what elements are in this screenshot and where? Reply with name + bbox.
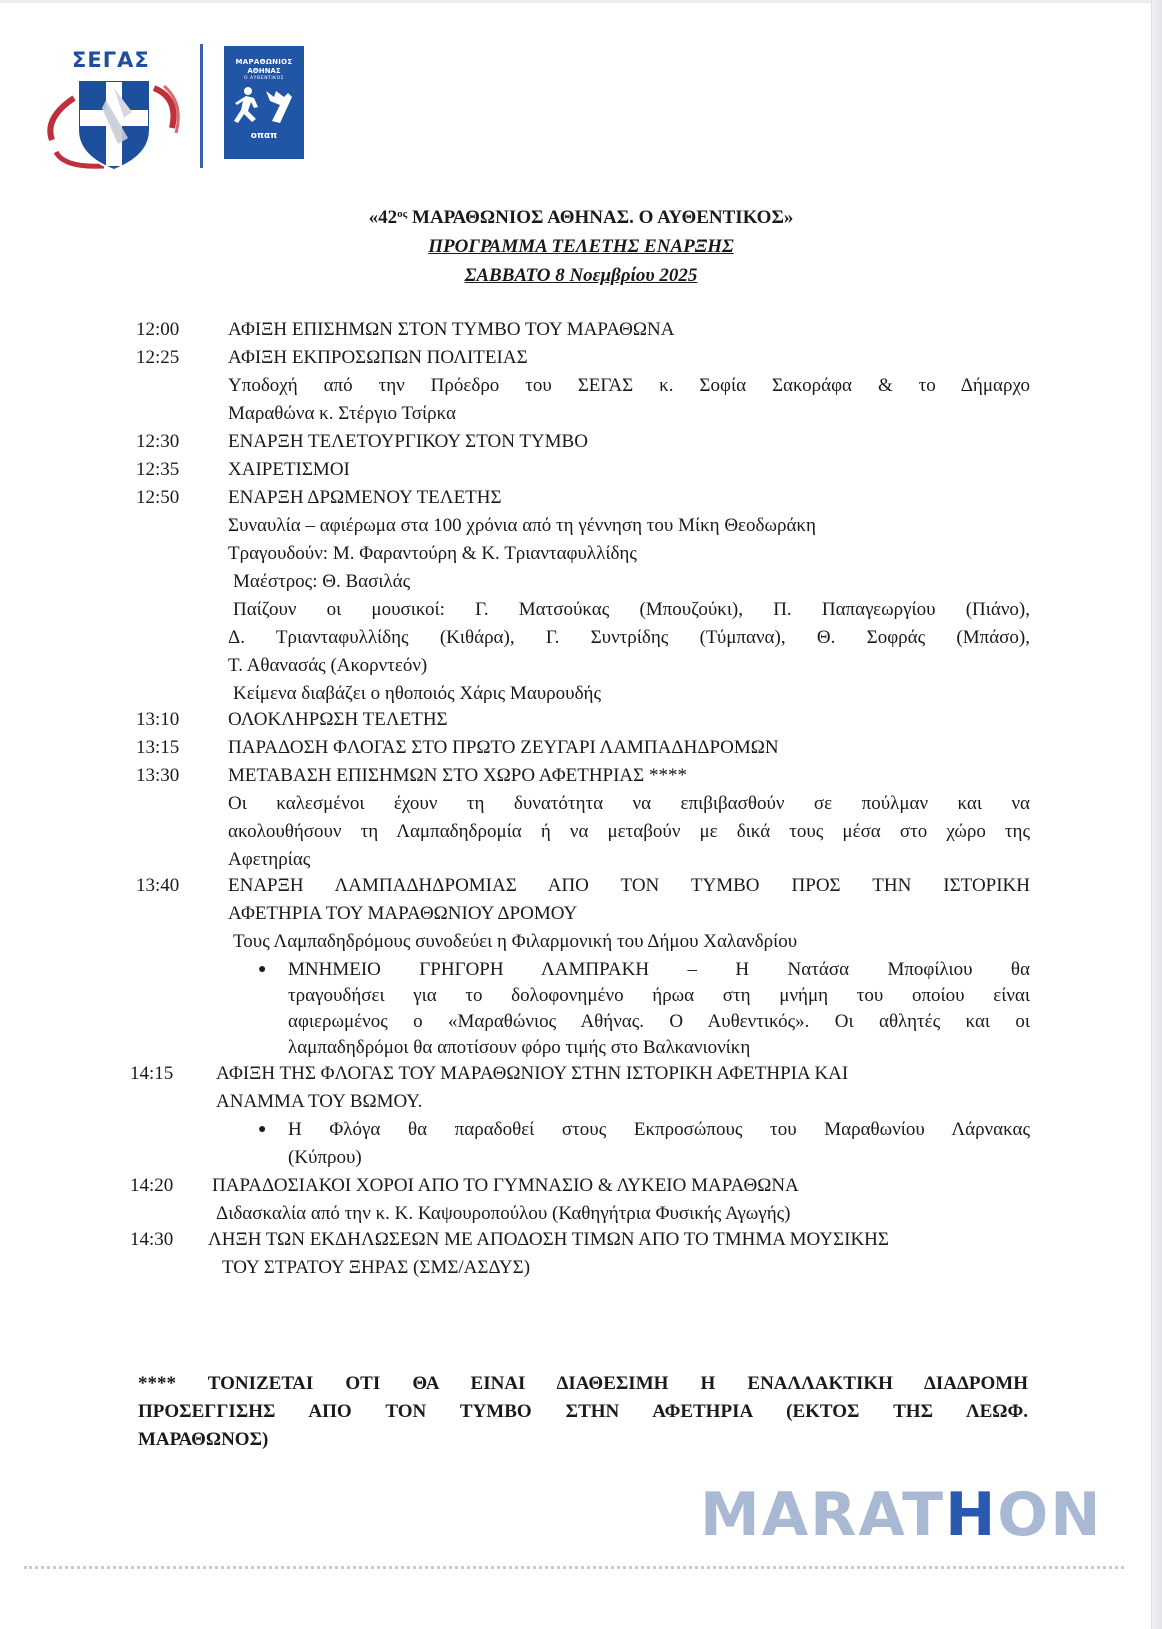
schedule-detail: ακολουθήσουν τη Λαμπαδηδρομία ή να μεταβούν με δικά τους μέσα στο χώρο της [228,821,1030,842]
header-logos [44,40,314,175]
title-prefix: «42 [368,207,398,228]
schedule-detail: Τραγουδούν: Μ. Φαραντούρη & Κ. Τριανταφυλλίδης [228,543,637,564]
schedule-title-cont: ΑΦΕΤΗΡΙΑ ΤΟΥ ΜΑΡΑΘΩΝΙΟΥ ΔΡΟΜΟΥ [228,903,578,924]
schedule-detail: Κείμενα διαβάζει ο ηθοποιός Χάρις Μαυρουδής [233,683,601,704]
schedule-detail: Μαραθώνα κ. Στέργιο Τσίρκα [228,403,456,424]
schedule-title: ΠΑΡΑΔΟΣΙΑΚΟΙ ΧΟΡΟΙ ΑΠΟ ΤΟ ΓΥΜΝΑΣΙΟ & ΛΥΚΕΙΟ ΜΑΡΑΘΩΝΑ [212,1175,799,1196]
badge-line-2: ΑΘΗΝΑΣ [247,67,281,75]
schedule-bullet-text: αφιερωμένος ο «Μαραθώνιος Αθήνας. Ο Αυθεντικός». Οι αθλητές και οι [288,1011,1030,1032]
schedule-bullet-text: λαμπαδηδρόμοι θα αποτίσουν φόρο τιμής στο Βαλκανιονίκη [288,1037,751,1058]
schedule-time: 12:50 [136,487,180,508]
schedule-bullet-text: (Κύπρου) [288,1147,362,1168]
note-line-2: ΠΡΟΣΕΓΓΙΣΗΣ ΑΠΟ ΤΟΝ ΤΥΜΒΟ ΣΤΗΝ ΑΦΕΤΗΡΙΑ (ΕΚΤΟΣ ΤΗΣ ΛΕΩΦ. [138,1401,1028,1422]
schedule-time: 12:00 [136,319,180,340]
schedule-detail: Υποδοχή από την Πρόεδρο του ΣΕΓΑΣ κ. Σοφία Σακοράφα & το Δήμαρχο [228,375,1030,396]
schedule-title: ΟΛΟΚΛΗΡΩΣΗ ΤΕΛΕΤΗΣ [228,709,448,730]
schedule-title: ΕΝΑΡΞΗ ΛΑΜΠΑΔΗΔΡΟΜΙΑΣ ΑΠΟ ΤΟΝ ΤΥΜΒΟ ΠΡΟΣ ΤΗΝ ΙΣΤΟΡΙΚΗ [228,875,1030,896]
schedule-time: 13:40 [136,875,180,896]
event-date: ΣΑΒΒΑΤΟ 8 Νοεμβρίου 2025 [464,265,698,286]
badge-line-3: Ο ΑΥΘΕΝΤΙΚΟΣ [244,76,284,81]
schedule-detail: Διδασκαλία από την κ. Κ. Καψουροπούλου (Καθηγήτρια Φυσικής Αγωγής) [216,1203,791,1224]
schedule-title: ΑΦΙΞΗ ΤΗΣ ΦΛΟΓΑΣ ΤΟΥ ΜΑΡΑΘΩΝΙΟΥ ΣΤΗΝ ΙΣΤΟΡΙΚΗ ΑΦΕΤΗΡΙΑ ΚΑΙ [216,1063,849,1084]
schedule-time: 14:15 [130,1063,174,1084]
schedule-title: ΕΝΑΡΞΗ ΔΡΩΜΕΝΟΥ ΤΕΛΕΤΗΣ [228,487,502,508]
schedule-detail: Παίζουν οι μουσικοί: Γ. Ματσούκας (Μπουζούκι), Π. Παπαγεωργίου (Πιάνο), [233,599,1030,620]
schedule-time: 14:20 [130,1175,174,1196]
schedule-title: ΕΝΑΡΞΗ ΤΕΛΕΤΟΥΡΓΙΚΟΥ ΣΤΟΝ ΤΥΜΒΟ [228,431,588,452]
wordmark-part-c: ON [997,1480,1103,1550]
segas-title: ΣΕΓΑΣ [72,48,150,72]
page-top-edge [0,0,1162,3]
schedule-detail: Αφετηρίας [228,849,311,870]
schedule-detail: Τ. Αθανασάς (Ακορντεόν) [228,655,428,676]
schedule-time: 12:30 [136,431,180,452]
route-note [138,1370,1028,1454]
schedule-title: ΑΦΙΞΗ ΕΚΠΡΟΣΩΠΩΝ ΠΟΛΙΤΕΙΑΣ [228,347,528,368]
schedule-title: ΑΦΙΞΗ ΕΠΙΣΗΜΩΝ ΣΤΟΝ ΤΥΜΒΟ ΤΟΥ ΜΑΡΑΘΩΝΑ [228,319,675,340]
schedule-detail: Οι καλεσμένοι έχουν τη δυνατότητα να επιβιβασθούν σε πούλμαν και να [228,793,1030,814]
athens-marathon-badge [224,46,304,159]
schedule-detail: Τους Λαμπαδηδρόμους συνοδεύει η Φιλαρμονική του Δήμου Χαλανδρίου [233,931,798,952]
schedule-bullet-text: ΜΝΗΜΕΙΟ ΓΡΗΓΟΡΗ ΛΑΜΠΡΑΚΗ – Η Νατάσα Μποφίλιου θα [288,959,1030,980]
footer-dotted-rule [24,1566,1124,1569]
schedule-detail: Μαέστρος: Θ. Βασιλάς [233,571,411,592]
schedule-title: ΜΕΤΑΒΑΣΗ ΕΠΙΣΗΜΩΝ ΣΤΟ ΧΩΡΟ ΑΦΕΤΗΡΙΑΣ **** [228,765,687,786]
badge-line-1: ΜΑΡΑΘΩΝΙΟΣ [235,58,293,66]
schedule-time: 13:10 [136,709,180,730]
schedule-title-cont: ΤΟΥ ΣΤΡΑΤΟΥ ΞΗΡΑΣ (ΣΜΣ/ΑΣΔΥΣ) [222,1257,531,1278]
schedule-time: 12:35 [136,459,180,480]
schedule-time: 13:15 [136,737,180,758]
note-line-1: **** ΤΟΝΙΖΕΤΑΙ ΟΤΙ ΘΑ ΕΙΝΑΙ ΔΙΑΘΕΣΙΜΗ Η ΕΝΑΛΛΑΚΤΙΚΗ ΔΙΑΔΡΟΜΗ [138,1373,1028,1394]
schedule-time: 12:25 [136,347,180,368]
wordmark-part-a: MARAT [700,1480,946,1550]
opap-sponsor: οπαπ [250,131,278,141]
segas-logo [44,48,184,168]
schedule-bullet-text: τραγουδήσει για το δολοφονημένο ήρωα στη μνήμη του οποίου είναι [288,985,1030,1006]
title-ordinal: ος [397,208,408,220]
runner-icon [224,85,304,129]
bullet-icon: ● [258,1122,267,1137]
schedule-title: ΠΑΡΑΔΟΣΗ ΦΛΟΓΑΣ ΣΤΟ ΠΡΩΤΟ ΖΕΥΓΑΡΙ ΛΑΜΠΑΔΗΔΡΟΜΩΝ [228,737,779,758]
document-heading [0,200,1162,290]
bullet-icon: ● [258,962,267,977]
schedule-title: ΛΗΞΗ ΤΩΝ ΕΚΔΗΛΩΣΕΩΝ ΜΕ ΑΠΟΔΟΣΗ ΤΙΜΩΝ ΑΠΟ ΤΟ ΤΜΗΜΑ ΜΟΥΣΙΚΗΣ [208,1229,889,1250]
program-subtitle: ΠΡΟΓΡΑΜΜΑ ΤΕΛΕΤΗΣ ΕΝΑΡΞΗΣ [428,236,734,257]
schedule-time: 14:30 [130,1229,174,1250]
title-rest: ΜΑΡΑΘΩΝΙΟΣ ΑΘΗΝΑΣ. Ο ΑΥΘΕΝΤΙΚΟΣ» [407,207,794,228]
schedule-bullet-text: Η Φλόγα θα παραδοθεί στους Εκπροσώπους του Μαραθωνίου Λάρνακας [288,1119,1030,1140]
marathon-wordmark [700,1480,1103,1550]
schedule-time: 13:30 [136,765,180,786]
schedule-detail: Δ. Τριανταφυλλίδης (Κιθάρα), Γ. Συντρίδης (Τύμπανα), Θ. Σοφράς (Μπάσο), [228,627,1030,648]
logo-divider [200,44,203,168]
schedule-title: ΧΑΙΡΕΤΙΣΜΟΙ [228,459,350,480]
note-line-3: ΜΑΡΑΘΩΝΟΣ) [138,1429,269,1450]
schedule-detail: Συναυλία – αφιέρωμα στα 100 χρόνια από τη γέννηση του Μίκη Θεοδωράκη [228,515,816,536]
wordmark-highlight: H [945,1480,998,1550]
event-title [0,200,1162,232]
schedule-title-cont: ΑΝΑΜΜΑ ΤΟΥ ΒΩΜΟΥ. [216,1091,423,1112]
